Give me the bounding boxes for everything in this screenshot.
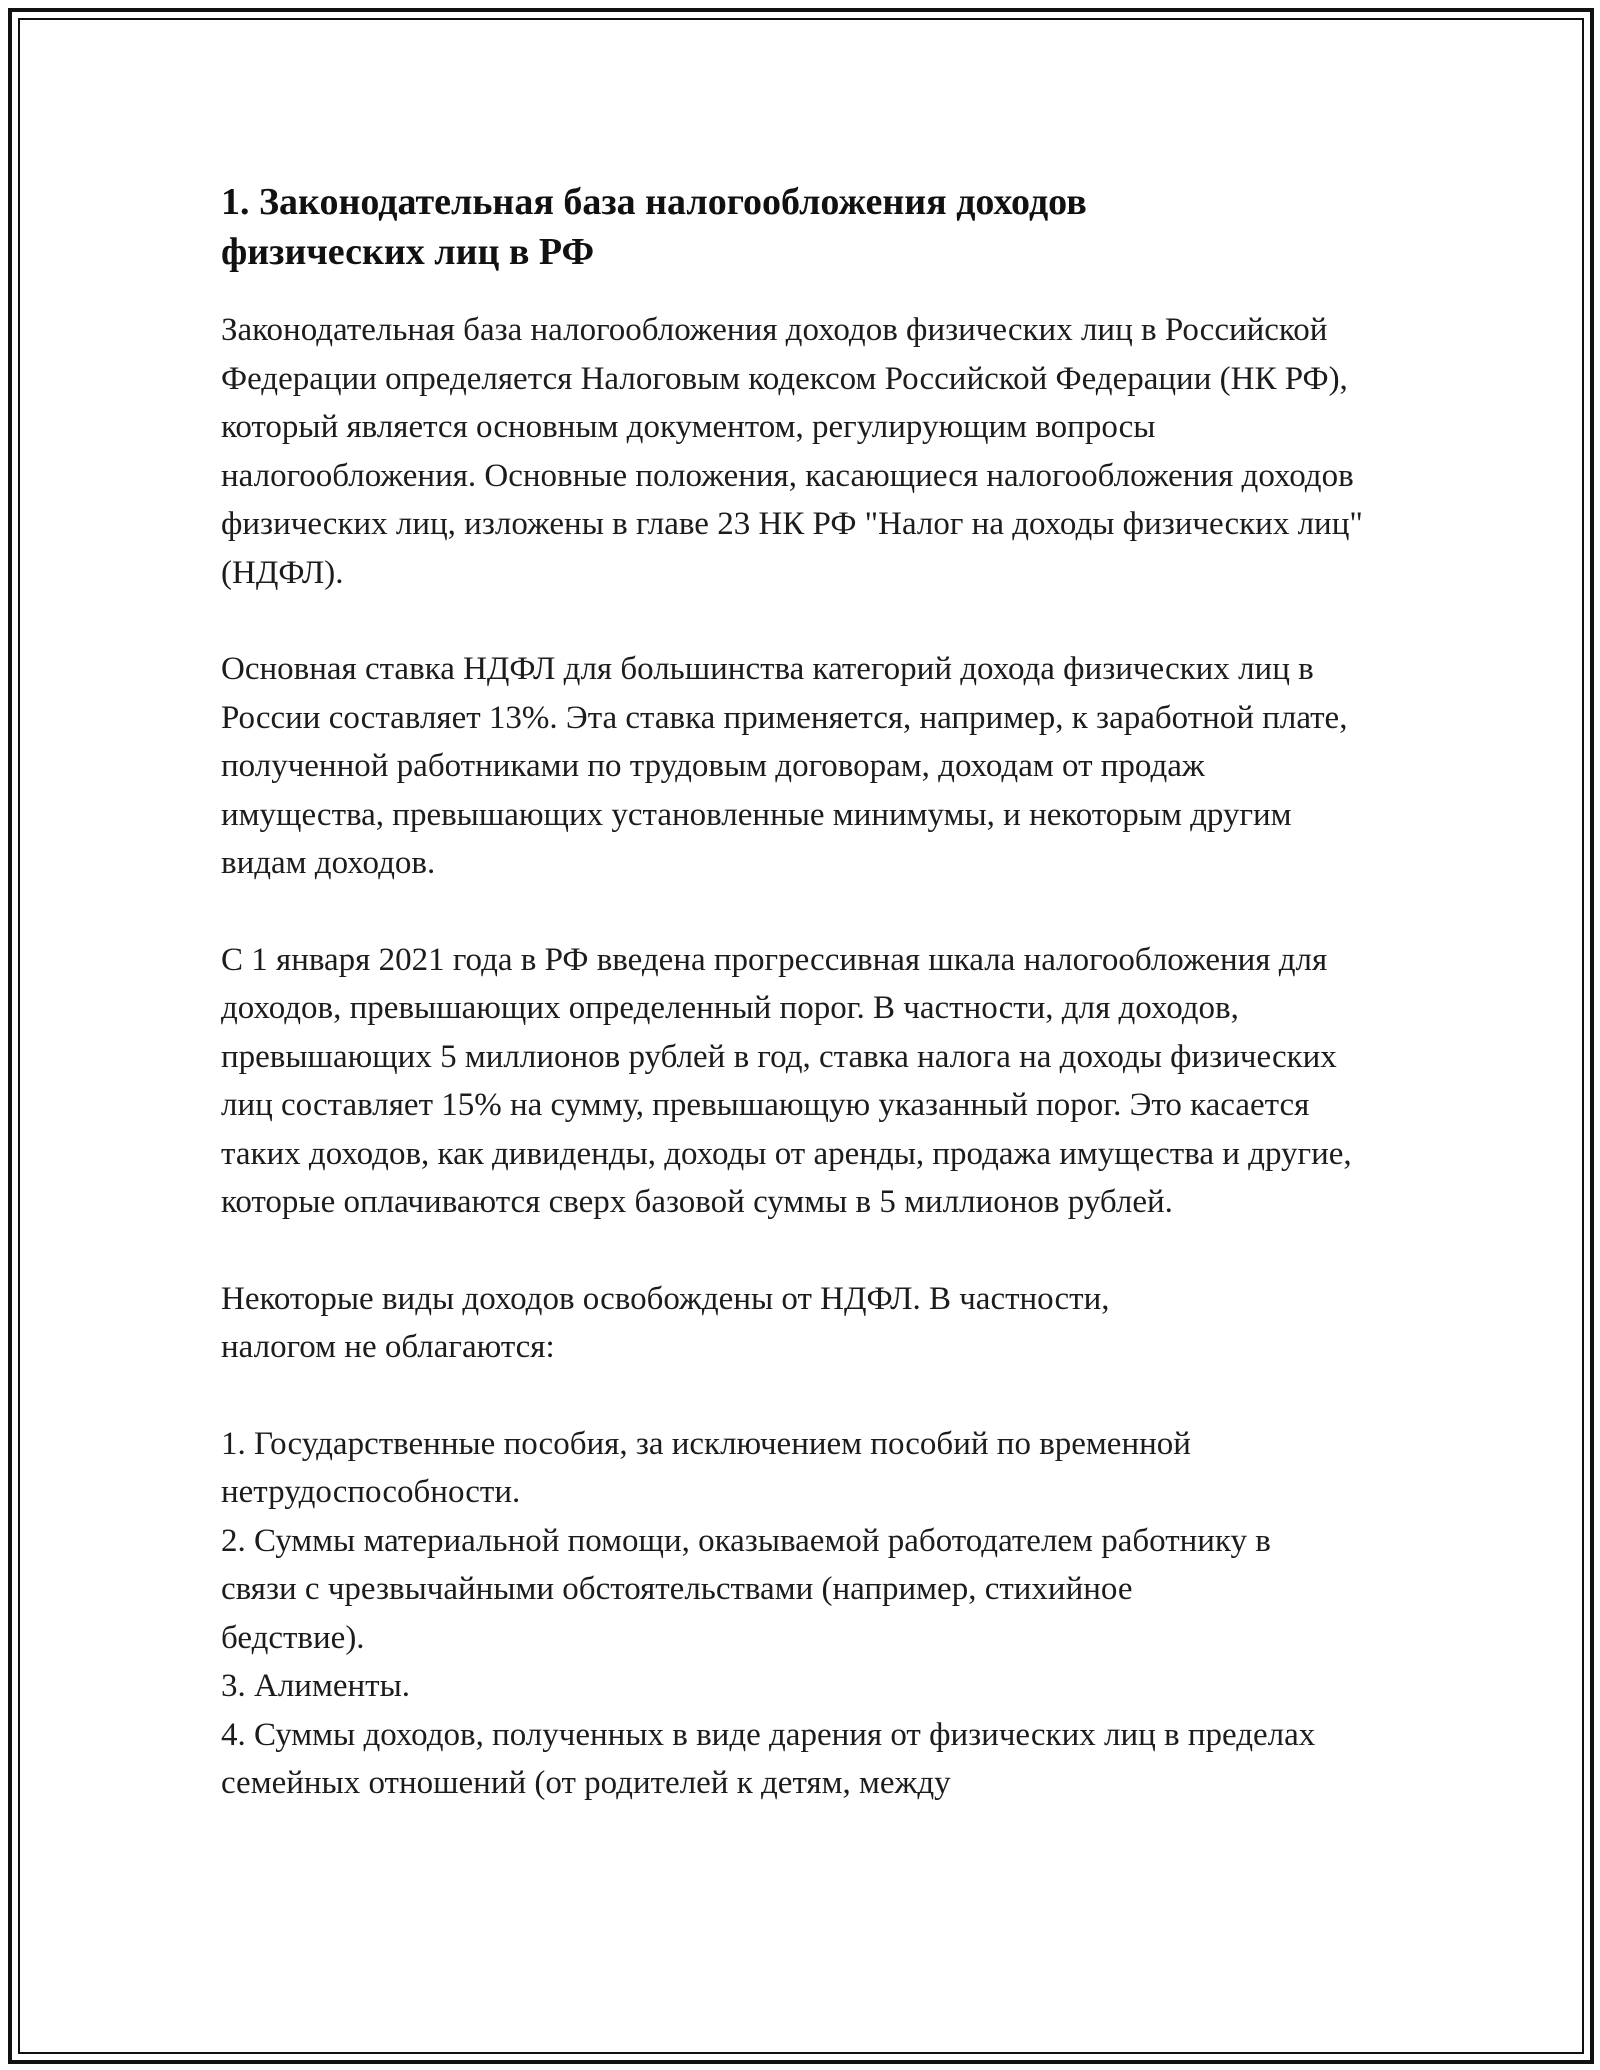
paragraph-exemptions-intro: Некоторые виды доходов освобождены от НДФЛ. В частности, налогом не облагаются: [221, 1280, 1110, 1365]
exemptions-list [221, 1420, 1371, 1808]
paragraph-progressive-scale: С 1 января 2021 года в РФ введена прогрессивная шкала налогообложения для доходов, превышающих определенный порог. В частности, для доходов, превышающих 5 миллионов рублей в год, ставка налога на доходы физических лиц составляет 15% на сумму, превышающую указанный порог. Это касается таких доходов, как дивиденды, доходы от аренды, продажа имущества и другие, которые оплачиваются сверх базовой суммы в 5 миллионов рублей. [221, 941, 1352, 1220]
list-item: 2. Суммы материальной помощи, оказываемой работодателем работнику в связи с чрезвычайными обстоятельствами (например, стихийное бедствие). [221, 1522, 1271, 1656]
paragraph-legislative-base: Законодательная база налогообложения доходов физических лиц в Российской Федерации определяется Налоговым кодексом Российской Федерации (НК РФ), который является основным документом, регулирующим вопросы налогообложения. Основные положения, касающиеся налогообложения доходов физических лиц, изложены в главе 23 НК РФ "Налог на доходы физических лиц" (НДФЛ). [221, 312, 1363, 591]
list-item: 4. Суммы доходов, полученных в виде дарения от физических лиц в пределах семейных отношений (от родителей к детям, между [221, 1716, 1316, 1801]
list-item: 1. Государственные пособия, за исключением пособий по временной нетрудоспособности. [221, 1425, 1191, 1510]
paragraph-basic-rate: Основная ставка НДФЛ для большинства категорий дохода физических лиц в России составляет 13%. Эта ставка применяется, например, к заработной плате, полученной работниками по трудовым договорам, доходам от продаж имущества, превышающих установленные минимумы, и некоторым другим видам доходов. [221, 651, 1348, 881]
document-body [221, 177, 1371, 1808]
list-item: 3. Алименты. [221, 1668, 410, 1704]
section-title: 1. Законодательная база налогообложения доходов физических лиц в РФ [221, 181, 1087, 273]
